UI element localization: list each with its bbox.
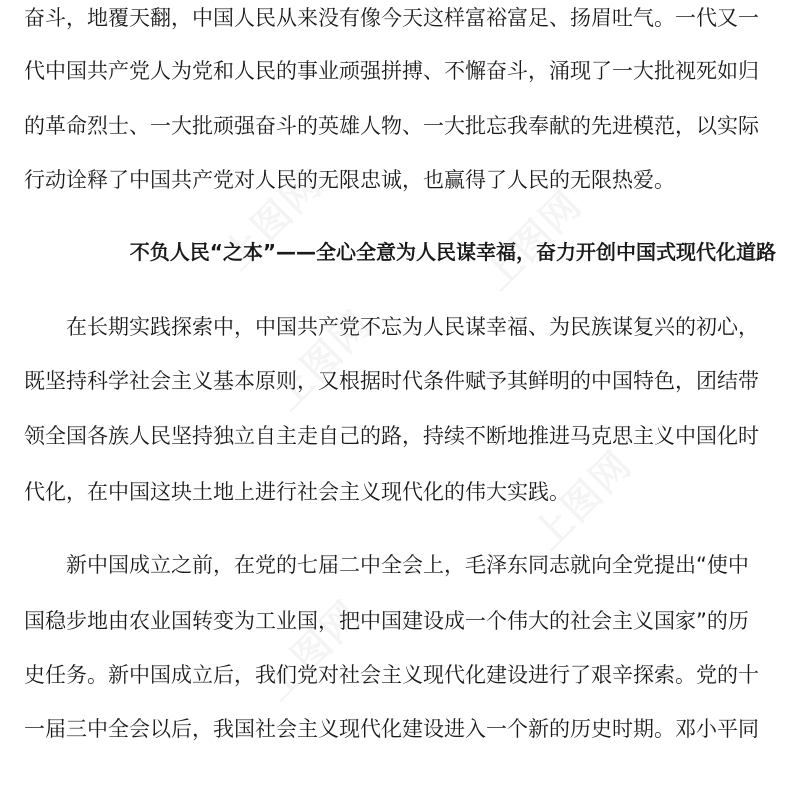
paragraph-1-line-2: 代中国共产党人为党和人民的事业顽强拼搏、不懈奋斗，涌现了一大批视死如归 [24, 59, 759, 83]
paragraph-1-line-4: 行动诠释了中国共产党对人民的无限忠诚，也赢得了人民的无限热爱。 [24, 168, 675, 192]
paragraph-3-line-4: 一届三中全会以后，我国社会主义现代化建设进入一个新的历史时期。邓小平同 [24, 717, 759, 741]
paragraph-3-line-2: 国稳步地由农业国转变为工业国，把中国建设成一个伟大的社会主义国家”的历 [24, 609, 749, 633]
paragraph-2-line-1: 在长期实践探索中，中国共产党不忘为人民谋幸福、为民族谋复兴的初心， [24, 315, 759, 339]
watermark-4: 上图网 [524, 441, 641, 558]
paragraph-1-line-1: 奋斗，地覆天翻，中国人民从来没有像今天这样富裕富足、扬眉吐气。一代又一 [24, 6, 759, 30]
paragraph-2-line-3: 领全国各族人民坚持独立自主走自己的路，持续不断地推进马克思主义中国化时 [24, 424, 759, 448]
watermark-1: 上图网 [214, 161, 331, 278]
watermark-3: 上图网 [264, 301, 381, 418]
paragraph-2-line-2: 既坚持科学社会主义基本原则，又根据时代条件赋予其鲜明的中国特色，团结带 [24, 369, 759, 393]
watermark-2: 上图网 [474, 181, 591, 298]
paragraph-3-line-3: 史任务。新中国成立后，我们党对社会主义现代化建设进行了艰辛探索。党的十 [24, 663, 759, 687]
watermark-5: 上图网 [254, 591, 371, 708]
paragraph-2-line-4: 代化，在中国这块土地上进行社会主义现代化的伟大实践。 [24, 480, 570, 504]
paragraph-1-line-3: 的革命烈士、一大批顽强奋斗的英雄人物、一大批忘我奉献的先进模范，以实际 [24, 114, 759, 138]
paragraph-3-line-1: 新中国成立之前，在党的七届二中全会上，毛泽东同志就向全党提出“使中 [24, 553, 749, 577]
section-heading: 不负人民“之本”——全心全意为人民谋幸福，奋力开创中国式现代化道路 [129, 240, 776, 264]
